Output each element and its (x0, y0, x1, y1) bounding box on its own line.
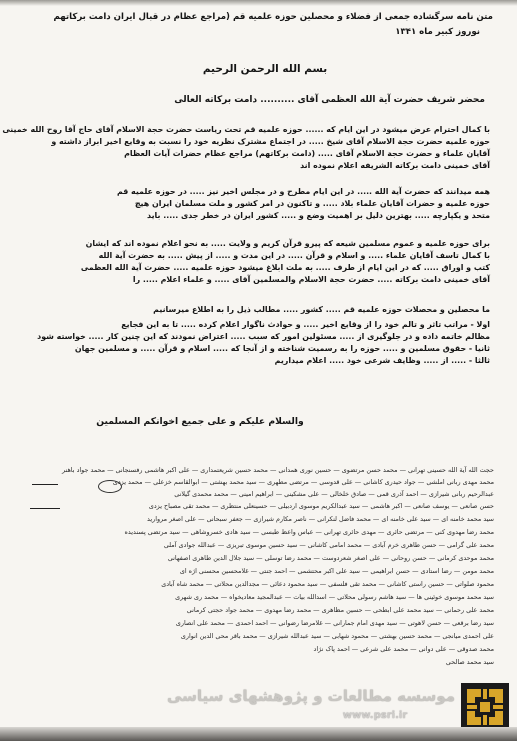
paragraph-line: کتب و اوراق ..... که در این ایام از طرف ..... به ملت ابلاغ میشود حوزه علمیه ..... حضرت آیة الله العظمی (80, 263, 490, 272)
paragraph-line: آقای خمینی دامت برکاته الشریفه اعلام نموده اند (300, 161, 490, 170)
signature-line: سید محمد خامنه ای — سید علی خامنه ای — محمد فاضل لنکرانی — ناصر مکارم شیرازی — جعفر سبحانی — علی اصغر مروارید (146, 515, 494, 523)
signature-line: سید محمد صالحی (445, 658, 494, 666)
paragraph-line: ثانیا - حقوق مسلمین و ..... حوزه را به رسمیت شناخته و از آنجا که ..... اسلام و قرآن ..... و مسلمین جهان (74, 344, 490, 353)
signature-line: محمد مهدی ربانی املشی — جواد حیدری کاشانی — علی قدوسی — مرتضی مطهری — سید محمد بهشتی — ابوالقاسم خزعلی — محمد یزدی (112, 478, 494, 486)
signature-line: حسن صانعی — یوسف صانعی — اکبر هاشمی — سید عبدالکریم موسوی اردبیلی — حسینعلی منتظری — محمد تقی مصباح یزدی (148, 502, 494, 510)
signature-line: سید محمد موسوی خوئینی ها — سید هاشم رسولی محلاتی — اسدالله بیات — عبدالمجید معادیخواه — محمد ری شهری (175, 593, 494, 601)
paragraph-line: حوزه علمیه و حضرات آقایان علماء بلاد ..... و تاکنون در امر کشور و ملت مسلمان ایران هیچ (134, 199, 490, 208)
closing-line: والسلام علیکم و علی جمیع اخوانکم المسلمین (96, 416, 304, 427)
header-date: نوروز کبیر ماه ۱۳۴۱ (395, 27, 480, 37)
watermark-url: www.psri.ir (342, 710, 408, 721)
paragraph-line: ثالثا - ..... از ..... وظایف شرعی خود ..... اعلام میداریم (274, 356, 490, 365)
paragraph-line: آقایان علماء و حضرت حجة الاسلام آقای ..... (دامت برکاتهم) مراجع عظام حضرات آیات العظام (124, 149, 490, 158)
annotation-stroke (30, 508, 60, 509)
address-line: محضر شریف حضرت آیة الله العظمی آقای .......... دامت برکاته العالی (174, 95, 485, 105)
paragraph-line: مظالم خاتمه داده و در جلوگیری از ..... مسئولین امور که سبب ..... اعتراض نمودند که این چنین کار ..... خواسته شود (37, 332, 490, 341)
signature-line: محمد موحدی کرمانی — حسن روحانی — علی اصغر شعردوست — محمد رضا توسلی — سید جلال الدین طاهری اصفهانی (167, 554, 494, 562)
signature-line: علی احمدی میانجی — محمد حسین بهشتی — محمود شهابی — سید عبدالله شیرازی — محمد باقر محی الدین انواری (180, 632, 494, 640)
paragraph-line: برای حوزه علمیه و عموم مسلمین شیعه که پیرو قرآن کریم و ولایت ..... به نحو اعلام نموده اند که ایشان (85, 239, 490, 248)
signature-line: سید رضا برقعی — حسن لاهوتی — سید مهدی امام جمارانی — غلامرضا رضوانی — احمد احمدی — محمد علی انصاری (175, 619, 494, 627)
paragraph-line: همه میدانند که حضرت آیة الله ..... در این ایام مطرح و در مجلس اخیر نیز ..... در حوزه علمیه قم (116, 187, 490, 196)
institute-logo-icon (461, 683, 509, 731)
annotation-stroke (32, 484, 58, 485)
annotation-circle (98, 480, 122, 493)
signature-line: محمد علی رحمانی — سید محمد علی ابطحی — حسین مظاهری — محمد رضا مهدوی — محمد جواد حجتی کرمانی (186, 606, 494, 614)
signature-line: محمود صلواتی — حسین راستی کاشانی — محمد تقی فلسفی — سید محمود دعائی — مجدالدین محلاتی — محمد شاه آبادی (161, 580, 494, 588)
paragraph-line: اولا - مراتب تاثر و تالم خود را از وقایع اخیر ..... و حوادث ناگوار اعلام کرده ..... تا به این فجایع (121, 320, 490, 329)
scan-edge-bottom (0, 727, 517, 741)
watermark-text: موسسه مطالعات و پژوهشهای سیاسی (166, 687, 455, 705)
signature-line: محمد علی گرامی — حسن طاهری خرم آبادی — محمد امامی کاشانی — سید حسین موسوی تبریزی — عبدالله جوادی آملی (163, 541, 494, 549)
logo-pattern-icon (461, 683, 509, 731)
signature-line: محمد صدوقی — علی دوانی — محمد علی شرعی — احمد پاک نژاد (313, 645, 494, 653)
paragraph-line: آقای خمینی دامت برکاته ..... حضرت حجة الاسلام والمسلمین آقای ..... و علماء اعلام ..... را (132, 275, 490, 284)
header-line: متن نامه سرگشاده جمعی از فضلاء و محصلین حوزه علمیه قم (مراجع عظام در قبال ایران دامت برکاتهم (53, 12, 493, 22)
signature-line: حجت الله آیة الله حسینی تهرانی — محمد حسن مرتضوی — حسین نوری همدانی — محمد حسین شریعتمداری — علی اکبر هاشمی رفسنجانی — محمد جواد باهنر (61, 466, 494, 474)
scan-edge (0, 0, 517, 6)
signature-line: محمد رضا مهدوی کنی — مرتضی حائری — مهدی حائری تهرانی — عباس واعظ طبسی — سید هادی خسروشاهی — سید مرتضی پسندیده (124, 528, 494, 536)
paragraph-line: با کمال احترام عرض میشود در این ایام که ...... حوزه علمیه قم تحت ریاست حضرت حجة الاسلام آقای حاج آقا روح الله خمینی (2, 125, 490, 134)
signature-line: محمد مومن — رضا استادی — حسن ابراهیمی — سید علی اکبر محتشمی — احمد جنتی — غلامحسین محسنی اژه ای (179, 567, 494, 575)
paragraph-line: متحد و یکپارچه ..... بهترین دلیل بر اهمیت وضع و ..... کشور ایران در خطر جدی ..... باید (147, 211, 490, 220)
signature-line: عبدالرحیم ربانی شیرازی — احمد آذری قمی — صادق خلخالی — علی مشکینی — ابراهیم امینی — محمد محمدی گیلانی (174, 490, 494, 498)
basmala: بسم الله الرحمن الرحیم (202, 63, 328, 75)
paragraph-line: حوزه علمیه حضرت حجة الاسلام آقای شیخ ..... در اجتماع مشترک نظریه خود را نسبت به وقایع اخیر ابراز داشته و (51, 137, 490, 146)
paragraph-line: ما محصلین و محصلات حوزه علمیه قم ..... کشور ..... مطالب ذیل را به اطلاع میرسانیم (153, 305, 490, 314)
paragraph-line: با کمال تاسف آقایان علماء ..... و اسلام و قرآن ..... در این مدت و ..... از پیش ..... به حضرت آیة الله (98, 251, 490, 260)
